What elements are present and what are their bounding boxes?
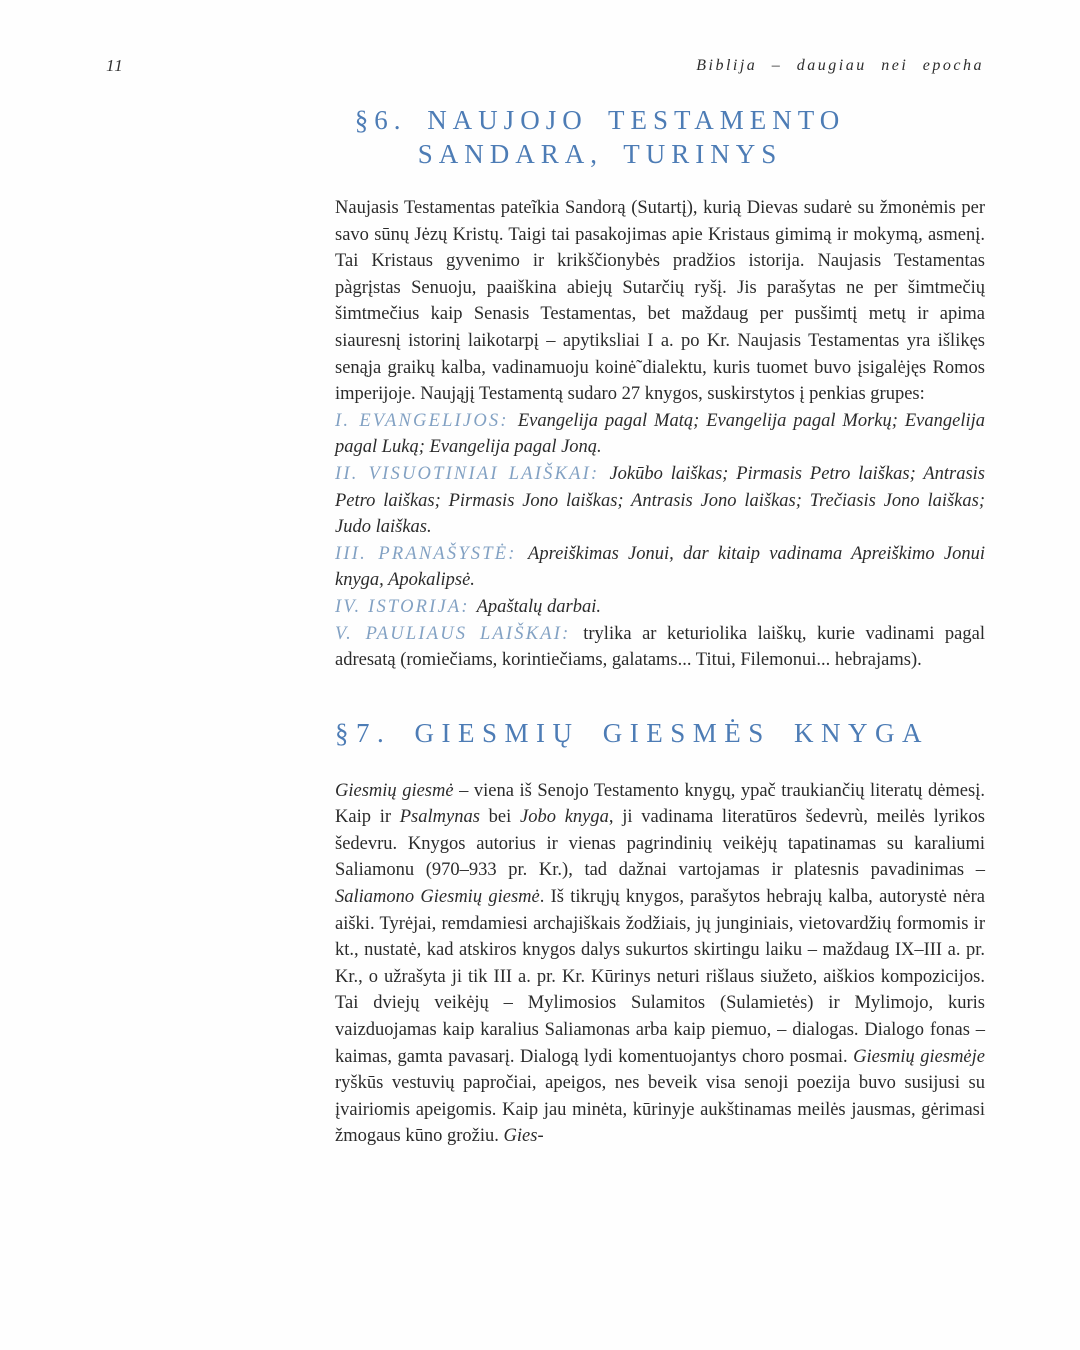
text-segment: Apreiškimas Jonui, dar kitaip vadinama Apreiškimo Jonui knyga, Apokalipsė. bbox=[335, 543, 985, 591]
running-head: Biblija – daugiau nei epocha bbox=[696, 57, 984, 74]
section6-intro-paragraph bbox=[335, 195, 985, 408]
section6-heading-line1: §6. NAUJOJO TESTAMENTO bbox=[354, 105, 846, 135]
group-item-pauliaus-laiskai bbox=[335, 621, 985, 674]
section6-heading bbox=[335, 103, 865, 171]
group-label-visuotiniai-laiskai: II. VISUOTINIAI LAIŠKAI: bbox=[335, 463, 610, 484]
text-segment: Naujasis Testamentas pateĩkia Sandorą (Sutartį), kurią Dievas sudarė su žmonėmis per savo sūnų Jėzų Kristų. Taigi tai pasakojimas apie Kristaus gimimą ir mokymą, asmenį. Tai Kristaus gyvenimo ir krikščionybės pradžios istorija. Naujasis Testamentas pàgrįstas Senuoju, paaiškina abiejų Sutarčių ryšį. Jis parašytas ne per šimtmečių šimtmečius kaip Senasis Testamentas, bet maždaug per pusšimtį metų ir apima siauresnį istorinį laikotarpį – apytiksliai I a. po Kr. Naujasis Testamentas yra išlikęs senąja graikų kalba, vadinamuoju koinė̃ dialektu, kuris tuomet buvo įsigalėjęs Romos imperijoje. Naująjį Testamentą sudaro 27 knygos, suskirstytos į penkias grupes: bbox=[335, 198, 985, 405]
group-label-istorija: IV. ISTORIJA: bbox=[335, 596, 477, 617]
text-segment: Psalmynas bbox=[399, 807, 480, 828]
text-segment: Jokūbo laiškas; Pirmasis Petro laiškas; Antrasis Petro laiškas; Pirmasis Jono laiškas; Antrasis Jono laiškas; Trečiasis Jono laiškas; Judo laiškas. bbox=[335, 463, 986, 538]
text-segment: bei bbox=[479, 807, 521, 828]
section6-heading-line2: SANDARA, TURINYS bbox=[417, 139, 783, 169]
text-segment: Giesmių giesmėje bbox=[853, 1046, 985, 1067]
text-segment: Apaštalų darbai. bbox=[476, 596, 601, 617]
group-body-istorija bbox=[477, 597, 601, 617]
text-segment: Jobo knyga bbox=[520, 807, 609, 828]
text-segment: ryškūs vestuvių papročiai, apeigos, nes beveik visa senoji poezija buvo susijusi su įvairiomis apeigomis. Kaip jau minėta, kūrinyje aukštinamas meilės jausmas, gėrimasi žmogaus kūno grožiu. bbox=[335, 1073, 985, 1147]
text-column bbox=[335, 0, 985, 1150]
group-item-pranasyste bbox=[335, 541, 985, 594]
group-label-evangelijos: I. EVANGELIJOS: bbox=[335, 410, 518, 431]
text-segment: Giesmių giesmė bbox=[335, 780, 454, 801]
group-label-pranasyste: III. PRANAŠYSTĖ: bbox=[335, 543, 529, 564]
group-item-istorija bbox=[335, 594, 985, 621]
section7-paragraph bbox=[335, 778, 985, 1150]
text-segment: Saliamono Giesmių giesmė bbox=[335, 887, 540, 908]
page-number: 11 bbox=[106, 56, 124, 75]
text-segment: , ji vadinama literatūros šedevrù, meilės lyrikos šedevru. Knygos autorius ir vienas pagrindinių veikėjų tapatinamas su karaliumi Saliamonu (970–933 pr. Kr.), tad dažnai vartojamas ir platesnis pavadinimas – bbox=[335, 807, 985, 881]
group-item-visuotiniai-laiskai bbox=[335, 461, 985, 541]
group-item-evangelijos bbox=[335, 408, 985, 461]
text-segment: Evangelija pagal Matą; Evangelija pagal Morkų; Evangelija pagal Luką; Evangelija pagal Joną. bbox=[335, 410, 985, 458]
section7-heading: §7. GIESMIŲ GIESMĖS KNYGA bbox=[335, 717, 930, 748]
text-segment: trylika ar keturiolika laiškų, kurie vadinami pagal adresatą (romiečiams, korintiečiams, galatams... Titui, Filemonui... hebrajams). bbox=[335, 623, 985, 671]
text-segment: Gies- bbox=[503, 1126, 544, 1147]
group-label-pauliaus-laiskai: V. PAULIAUS LAIŠKAI: bbox=[335, 623, 584, 644]
text-segment: – viena iš Senojo Testamento knygų, ypač traukiančių literatų dėmesį. Kaip ir bbox=[335, 780, 985, 828]
text-segment: . Iš tikrųjų knygos, parašytos hebrajų kalba, autorystė nėra aiški. Tyrėjai, remdamiesi archajiškais žodžiais, jų junginiais, vietovardžių formomis ir kt., nustatė, kad atskiros knygos dalys sukurtos skirtingu laiku – maždaug IX–III a. pr. Kr., o užrašyta ji tik III a. pr. Kr. Kūrinys neturi rišlaus siužeto, aiškios kompozicijos. Tai dviejų veikėjų – Mylimosios Sulamitos (Sulamietės) ir Mylimojo, kuris vaizduojamas kaip karalius Saliamonas arba kaip piemuo, – dialogas. Dialogo fonas – kaimas, gamta pavasarį. Dialogą lydi komentuojantys choro posmai. bbox=[335, 887, 985, 1067]
